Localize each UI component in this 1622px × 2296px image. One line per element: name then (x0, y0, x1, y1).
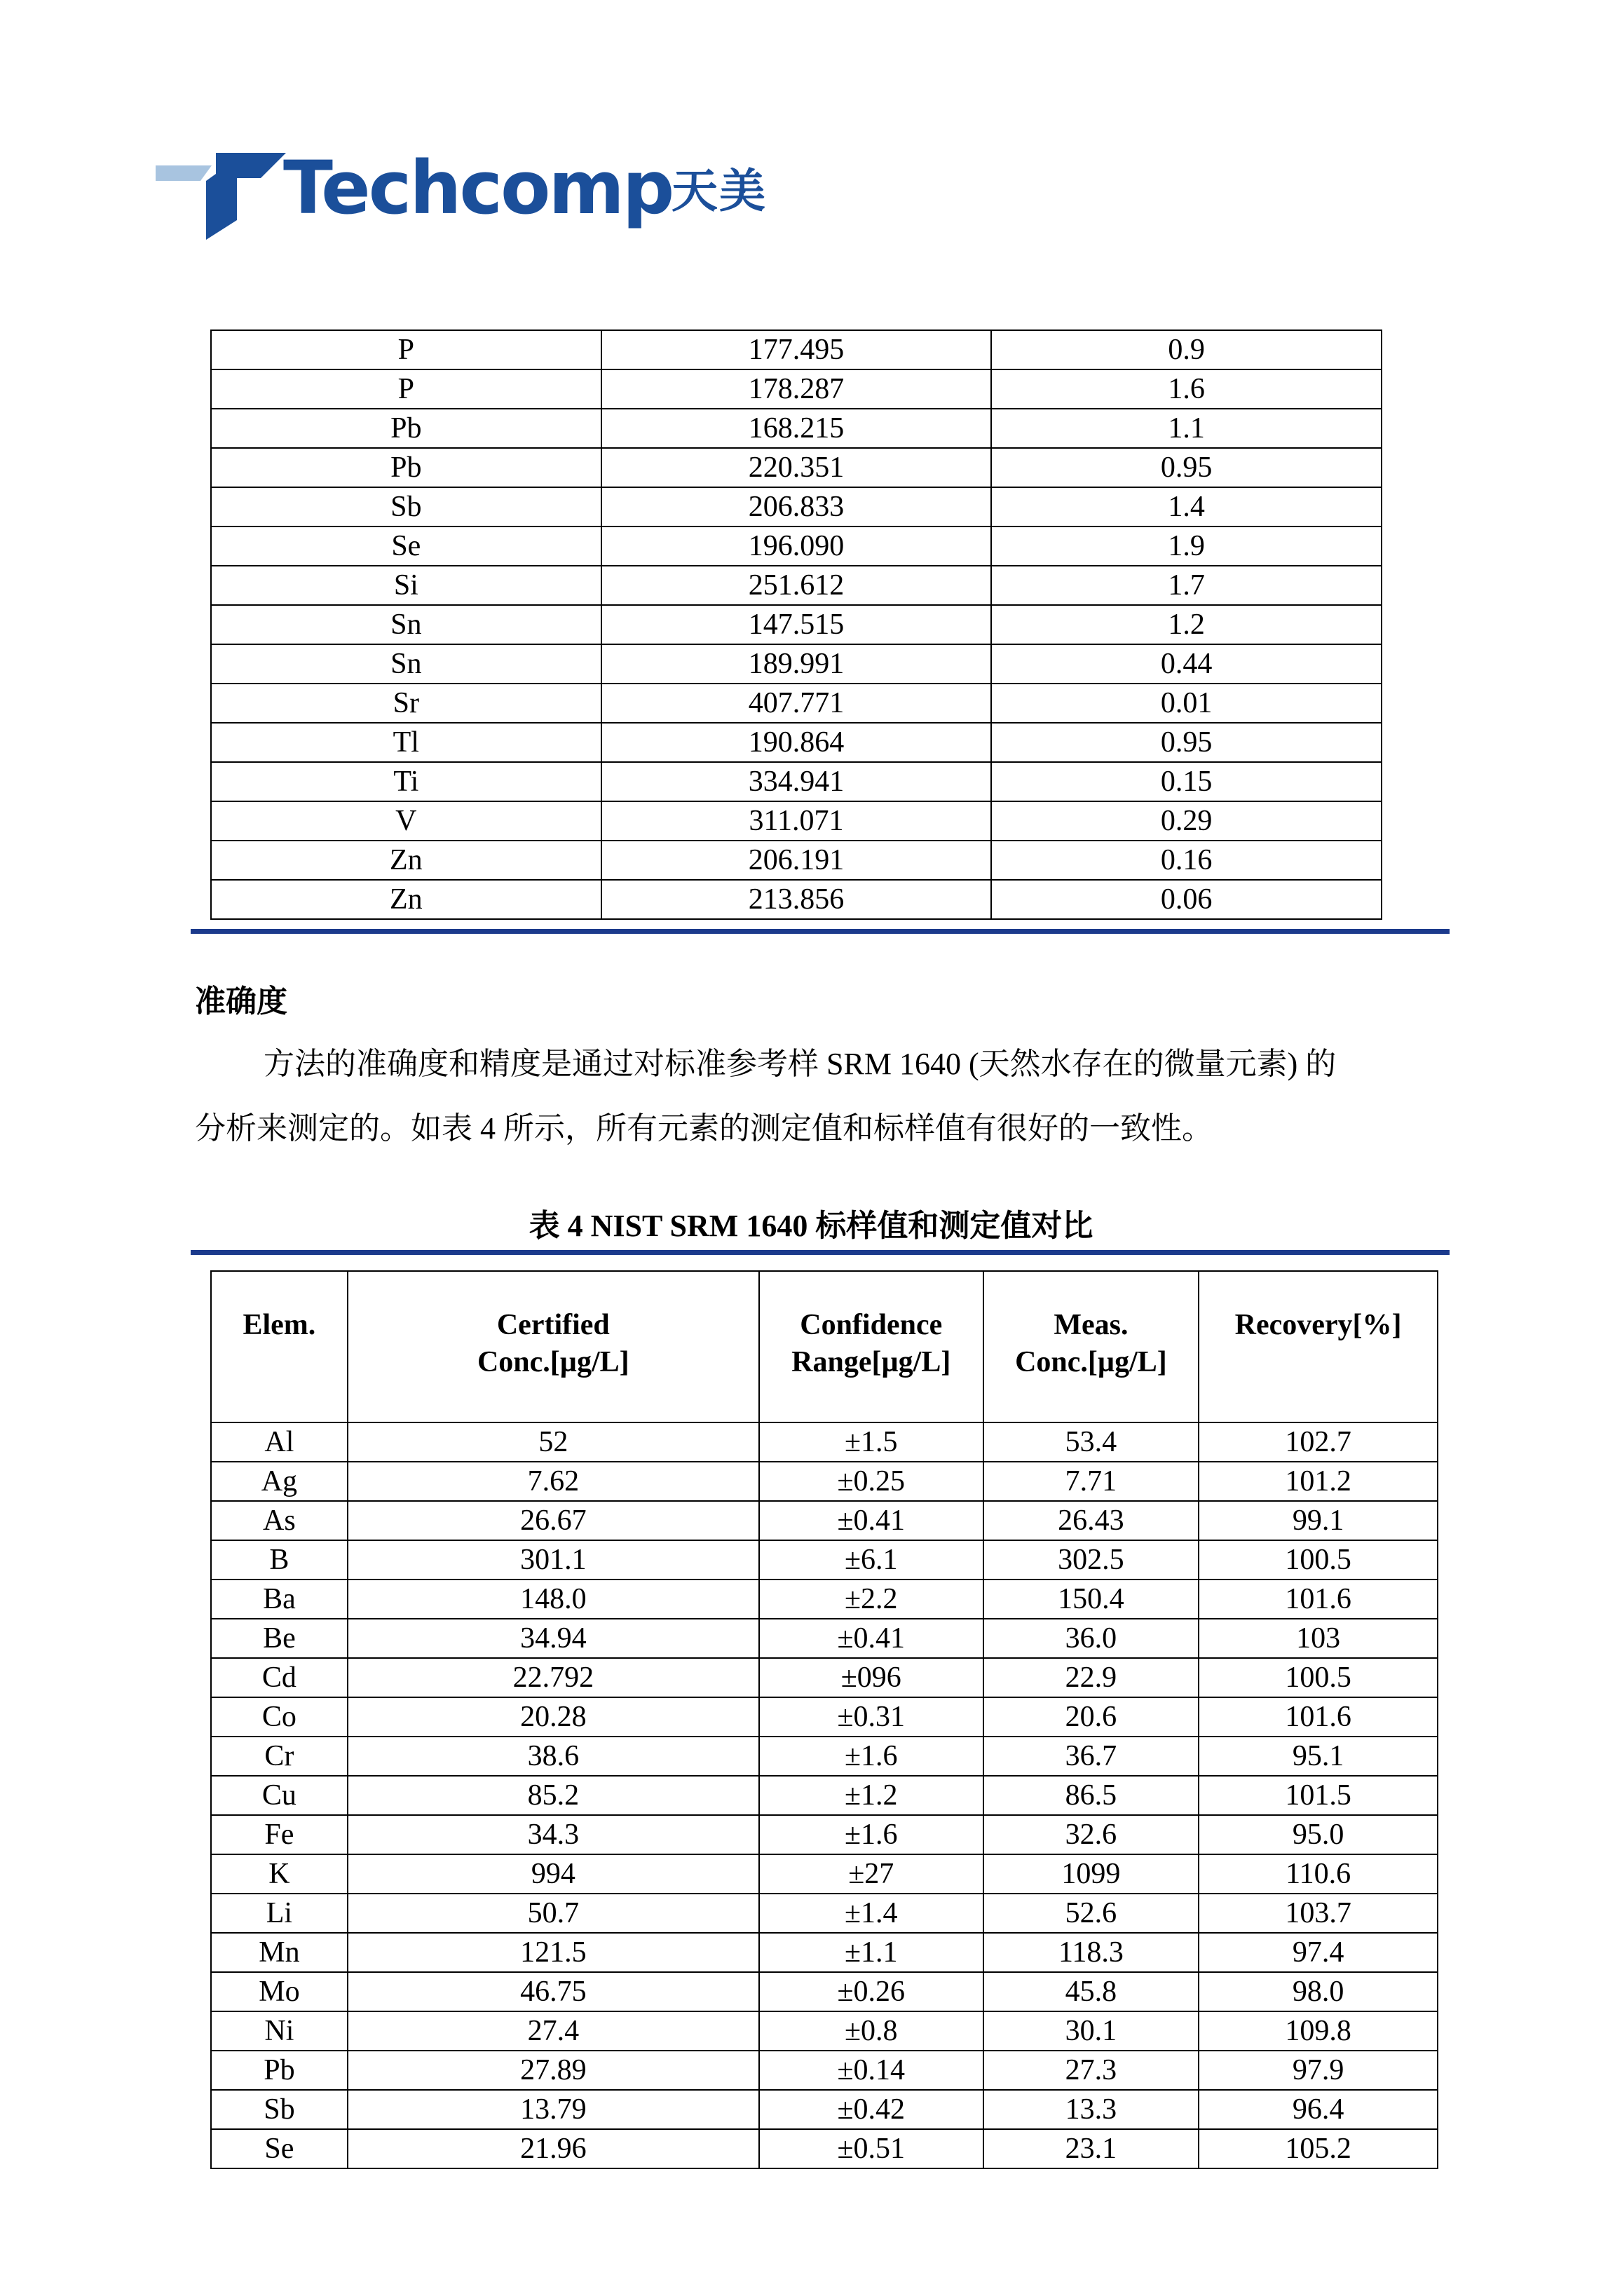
recovery-cell: 110.6 (1199, 1854, 1438, 1894)
measured-conc-cell: 1099 (983, 1854, 1199, 1894)
element-cell: As (211, 1501, 348, 1540)
header-line: Conc.[µg/L] (1015, 1345, 1167, 1378)
wavelength-cell: 311.071 (601, 801, 992, 841)
recovery-cell: 101.6 (1199, 1697, 1438, 1737)
value-cell: 0.01 (991, 684, 1382, 723)
company-logo (156, 147, 786, 245)
element-cell: Si (211, 566, 601, 605)
measured-conc-cell: 36.0 (983, 1619, 1199, 1658)
element-cell: Li (211, 1894, 348, 1933)
measured-conc-cell: 32.6 (983, 1815, 1199, 1854)
table-row (211, 1894, 1438, 1933)
table-row (211, 369, 1382, 409)
element-cell: Pb (211, 2051, 348, 2090)
wavelength-cell: 206.191 (601, 841, 992, 880)
value-cell: 1.2 (991, 605, 1382, 644)
element-cell: Ba (211, 1580, 348, 1619)
value-cell: 1.6 (991, 369, 1382, 409)
confidence-range-cell: ±1.1 (759, 1933, 983, 1972)
measured-conc-cell: 7.71 (983, 1462, 1199, 1501)
header-line: Certified (496, 1309, 610, 1341)
element-cell: Sb (211, 2090, 348, 2129)
element-cell: Cu (211, 1776, 348, 1815)
detection-limit-table (210, 330, 1382, 920)
recovery-cell: 98.0 (1199, 1972, 1438, 2011)
table-row (211, 2051, 1438, 2090)
wavelength-cell: 407.771 (601, 684, 992, 723)
table-row (211, 762, 1382, 801)
confidence-range-cell: ±0.41 (759, 1501, 983, 1540)
table-header-row (211, 1271, 1438, 1422)
table-row (211, 1580, 1438, 1619)
element-cell: Ti (211, 762, 601, 801)
measured-conc-cell: 150.4 (983, 1580, 1199, 1619)
element-cell: Mo (211, 1972, 348, 2011)
measured-conc-cell: 118.3 (983, 1933, 1199, 1972)
recovery-cell: 95.1 (1199, 1737, 1438, 1776)
certified-conc-cell: 22.792 (348, 1658, 759, 1697)
value-cell: 0.15 (991, 762, 1382, 801)
confidence-range-cell: ±6.1 (759, 1540, 983, 1580)
table-row (211, 880, 1382, 919)
table-row (211, 1619, 1438, 1658)
element-cell: Cd (211, 1658, 348, 1697)
element-cell: Pb (211, 448, 601, 487)
wavelength-cell: 189.991 (601, 644, 992, 684)
confidence-range-cell: ±1.2 (759, 1776, 983, 1815)
element-cell: Fe (211, 1815, 348, 1854)
measured-conc-cell: 52.6 (983, 1894, 1199, 1933)
element-cell: Tl (211, 723, 601, 762)
paragraph-line-2: 分析来测定的。如表 4 所示，所有元素的测定值和标样值有很好的一致性。 (195, 1111, 1213, 1146)
element-cell: Cr (211, 1737, 348, 1776)
recovery-cell: 100.5 (1199, 1540, 1438, 1580)
table-row (211, 2129, 1438, 2168)
value-cell: 0.29 (991, 801, 1382, 841)
table-row (211, 448, 1382, 487)
table-row (211, 1972, 1438, 2011)
header-line: Recovery[%] (1234, 1309, 1402, 1341)
table-row (211, 527, 1382, 566)
paragraph-line-1: 方法的准确度和精度是通过对标准参考样 SRM 1640 (天然水存在的微量元素) 的 (264, 1047, 1337, 1081)
element-cell: Zn (211, 880, 601, 919)
confidence-range-cell: ±0.42 (759, 2090, 983, 2129)
certified-conc-cell: 994 (348, 1854, 759, 1894)
header-line: Conc.[µg/L] (477, 1345, 629, 1378)
certified-conc-cell: 50.7 (348, 1894, 759, 1933)
wavelength-cell: 213.856 (601, 880, 992, 919)
element-cell: Se (211, 2129, 348, 2168)
certified-conc-cell: 301.1 (348, 1540, 759, 1580)
table-row (211, 644, 1382, 684)
table-row (211, 1737, 1438, 1776)
element-cell: V (211, 801, 601, 841)
element-cell: Zn (211, 841, 601, 880)
header-elem (211, 1271, 348, 1422)
measured-conc-cell: 23.1 (983, 2129, 1199, 2168)
recovery-cell: 101.6 (1199, 1580, 1438, 1619)
confidence-range-cell: ±0.25 (759, 1462, 983, 1501)
confidence-range-cell: ±0.51 (759, 2129, 983, 2168)
certified-conc-cell: 26.67 (348, 1501, 759, 1540)
table-row (211, 1933, 1438, 1972)
value-cell: 0.95 (991, 448, 1382, 487)
certified-conc-cell: 27.89 (348, 2051, 759, 2090)
header-line: Elem. (243, 1309, 316, 1341)
confidence-range-cell: ±1.5 (759, 1422, 983, 1462)
certified-conc-cell: 148.0 (348, 1580, 759, 1619)
table-row (211, 684, 1382, 723)
confidence-range-cell: ±0.26 (759, 1972, 983, 2011)
table-row (211, 330, 1382, 369)
table-row (211, 1697, 1438, 1737)
element-cell: K (211, 1854, 348, 1894)
recovery-cell: 100.5 (1199, 1658, 1438, 1697)
element-cell: Al (211, 1422, 348, 1462)
certified-conc-cell: 121.5 (348, 1933, 759, 1972)
wavelength-cell: 177.495 (601, 330, 992, 369)
table-row (211, 723, 1382, 762)
recovery-cell: 103.7 (1199, 1894, 1438, 1933)
measured-conc-cell: 22.9 (983, 1658, 1199, 1697)
confidence-range-cell: ±0.31 (759, 1697, 983, 1737)
certified-conc-cell: 52 (348, 1422, 759, 1462)
measured-conc-cell: 45.8 (983, 1972, 1199, 2011)
header-certified-conc (348, 1271, 759, 1422)
table-row (211, 487, 1382, 527)
element-cell: B (211, 1540, 348, 1580)
value-cell: 0.06 (991, 880, 1382, 919)
confidence-range-cell: ±0.14 (759, 2051, 983, 2090)
confidence-range-cell: ±27 (759, 1854, 983, 1894)
logo-chinese-name: 天美 (672, 164, 767, 218)
recovery-cell: 97.4 (1199, 1933, 1438, 1972)
value-cell: 1.9 (991, 527, 1382, 566)
certified-conc-cell: 27.4 (348, 2011, 759, 2051)
certified-conc-cell: 85.2 (348, 1776, 759, 1815)
measured-conc-cell: 26.43 (983, 1501, 1199, 1540)
wavelength-cell: 190.864 (601, 723, 992, 762)
element-cell: Ni (211, 2011, 348, 2051)
measured-conc-cell: 53.4 (983, 1422, 1199, 1462)
table-row (211, 1501, 1438, 1540)
recovery-cell: 102.7 (1199, 1422, 1438, 1462)
recovery-cell: 101.2 (1199, 1462, 1438, 1501)
table-row (211, 2090, 1438, 2129)
confidence-range-cell: ±0.41 (759, 1619, 983, 1658)
table-row (211, 1854, 1438, 1894)
confidence-range-cell: ±096 (759, 1658, 983, 1697)
certified-conc-cell: 13.79 (348, 2090, 759, 2129)
certified-conc-cell: 21.96 (348, 2129, 759, 2168)
measured-conc-cell: 13.3 (983, 2090, 1199, 2129)
wavelength-cell: 206.833 (601, 487, 992, 527)
recovery-cell: 97.9 (1199, 2051, 1438, 2090)
header-confidence-range (759, 1271, 983, 1422)
srm-comparison-table-body (211, 1422, 1438, 2168)
logo-mark-icon (156, 153, 289, 240)
element-cell: Sb (211, 487, 601, 527)
certified-conc-cell: 20.28 (348, 1697, 759, 1737)
recovery-cell: 99.1 (1199, 1501, 1438, 1540)
logo-wordmark: Techcomp (283, 145, 673, 231)
recovery-cell: 96.4 (1199, 2090, 1438, 2129)
table-row (211, 1815, 1438, 1854)
value-cell: 0.16 (991, 841, 1382, 880)
wavelength-cell: 168.215 (601, 409, 992, 448)
wavelength-cell: 251.612 (601, 566, 992, 605)
element-cell: P (211, 330, 601, 369)
recovery-cell: 109.8 (1199, 2011, 1438, 2051)
certified-conc-cell: 34.3 (348, 1815, 759, 1854)
table-row (211, 1462, 1438, 1501)
table-row (211, 841, 1382, 880)
wavelength-cell: 334.941 (601, 762, 992, 801)
measured-conc-cell: 302.5 (983, 1540, 1199, 1580)
recovery-cell: 105.2 (1199, 2129, 1438, 2168)
recovery-cell: 95.0 (1199, 1815, 1438, 1854)
header-line: Meas. (1054, 1309, 1129, 1341)
value-cell: 0.9 (991, 330, 1382, 369)
element-cell: P (211, 369, 601, 409)
table-row (211, 605, 1382, 644)
table-row (211, 1422, 1438, 1462)
element-cell: Be (211, 1619, 348, 1658)
wavelength-cell: 220.351 (601, 448, 992, 487)
wavelength-cell: 178.287 (601, 369, 992, 409)
value-cell: 1.1 (991, 409, 1382, 448)
value-cell: 1.7 (991, 566, 1382, 605)
header-line: Range[µg/L] (791, 1345, 951, 1378)
table-row (211, 1776, 1438, 1815)
wavelength-cell: 196.090 (601, 527, 992, 566)
section-heading: 准确度 (195, 984, 287, 1019)
detection-limit-table-body (211, 330, 1382, 919)
table-row (211, 801, 1382, 841)
value-cell: 0.44 (991, 644, 1382, 684)
confidence-range-cell: ±0.8 (759, 2011, 983, 2051)
value-cell: 1.4 (991, 487, 1382, 527)
measured-conc-cell: 86.5 (983, 1776, 1199, 1815)
element-cell: Sr (211, 684, 601, 723)
element-cell: Sn (211, 605, 601, 644)
element-cell: Co (211, 1697, 348, 1737)
confidence-range-cell: ±1.6 (759, 1815, 983, 1854)
measured-conc-cell: 27.3 (983, 2051, 1199, 2090)
table-row (211, 1540, 1438, 1580)
measured-conc-cell: 20.6 (983, 1697, 1199, 1737)
certified-conc-cell: 46.75 (348, 1972, 759, 2011)
header-line: Confidence (800, 1309, 943, 1341)
element-cell: Ag (211, 1462, 348, 1501)
table-row (211, 2011, 1438, 2051)
header-recovery (1199, 1271, 1438, 1422)
confidence-range-cell: ±1.6 (759, 1737, 983, 1776)
recovery-cell: 103 (1199, 1619, 1438, 1658)
confidence-range-cell: ±2.2 (759, 1580, 983, 1619)
table-row (211, 1658, 1438, 1697)
wavelength-cell: 147.515 (601, 605, 992, 644)
measured-conc-cell: 30.1 (983, 2011, 1199, 2051)
confidence-range-cell: ±1.4 (759, 1894, 983, 1933)
table-caption: 表 4 NIST SRM 1640 标样值和测定值对比 (529, 1209, 1093, 1243)
header-measured-conc (983, 1271, 1199, 1422)
table-row (211, 409, 1382, 448)
certified-conc-cell: 7.62 (348, 1462, 759, 1501)
certified-conc-cell: 38.6 (348, 1737, 759, 1776)
certified-conc-cell: 34.94 (348, 1619, 759, 1658)
element-cell: Se (211, 527, 601, 566)
measured-conc-cell: 36.7 (983, 1737, 1199, 1776)
table-top-divider (191, 1250, 1450, 1255)
recovery-cell: 101.5 (1199, 1776, 1438, 1815)
element-cell: Pb (211, 409, 601, 448)
element-cell: Sn (211, 644, 601, 684)
value-cell: 0.95 (991, 723, 1382, 762)
section-divider (191, 929, 1450, 934)
table-row (211, 566, 1382, 605)
element-cell: Mn (211, 1933, 348, 1972)
srm-comparison-table (210, 1270, 1438, 2169)
